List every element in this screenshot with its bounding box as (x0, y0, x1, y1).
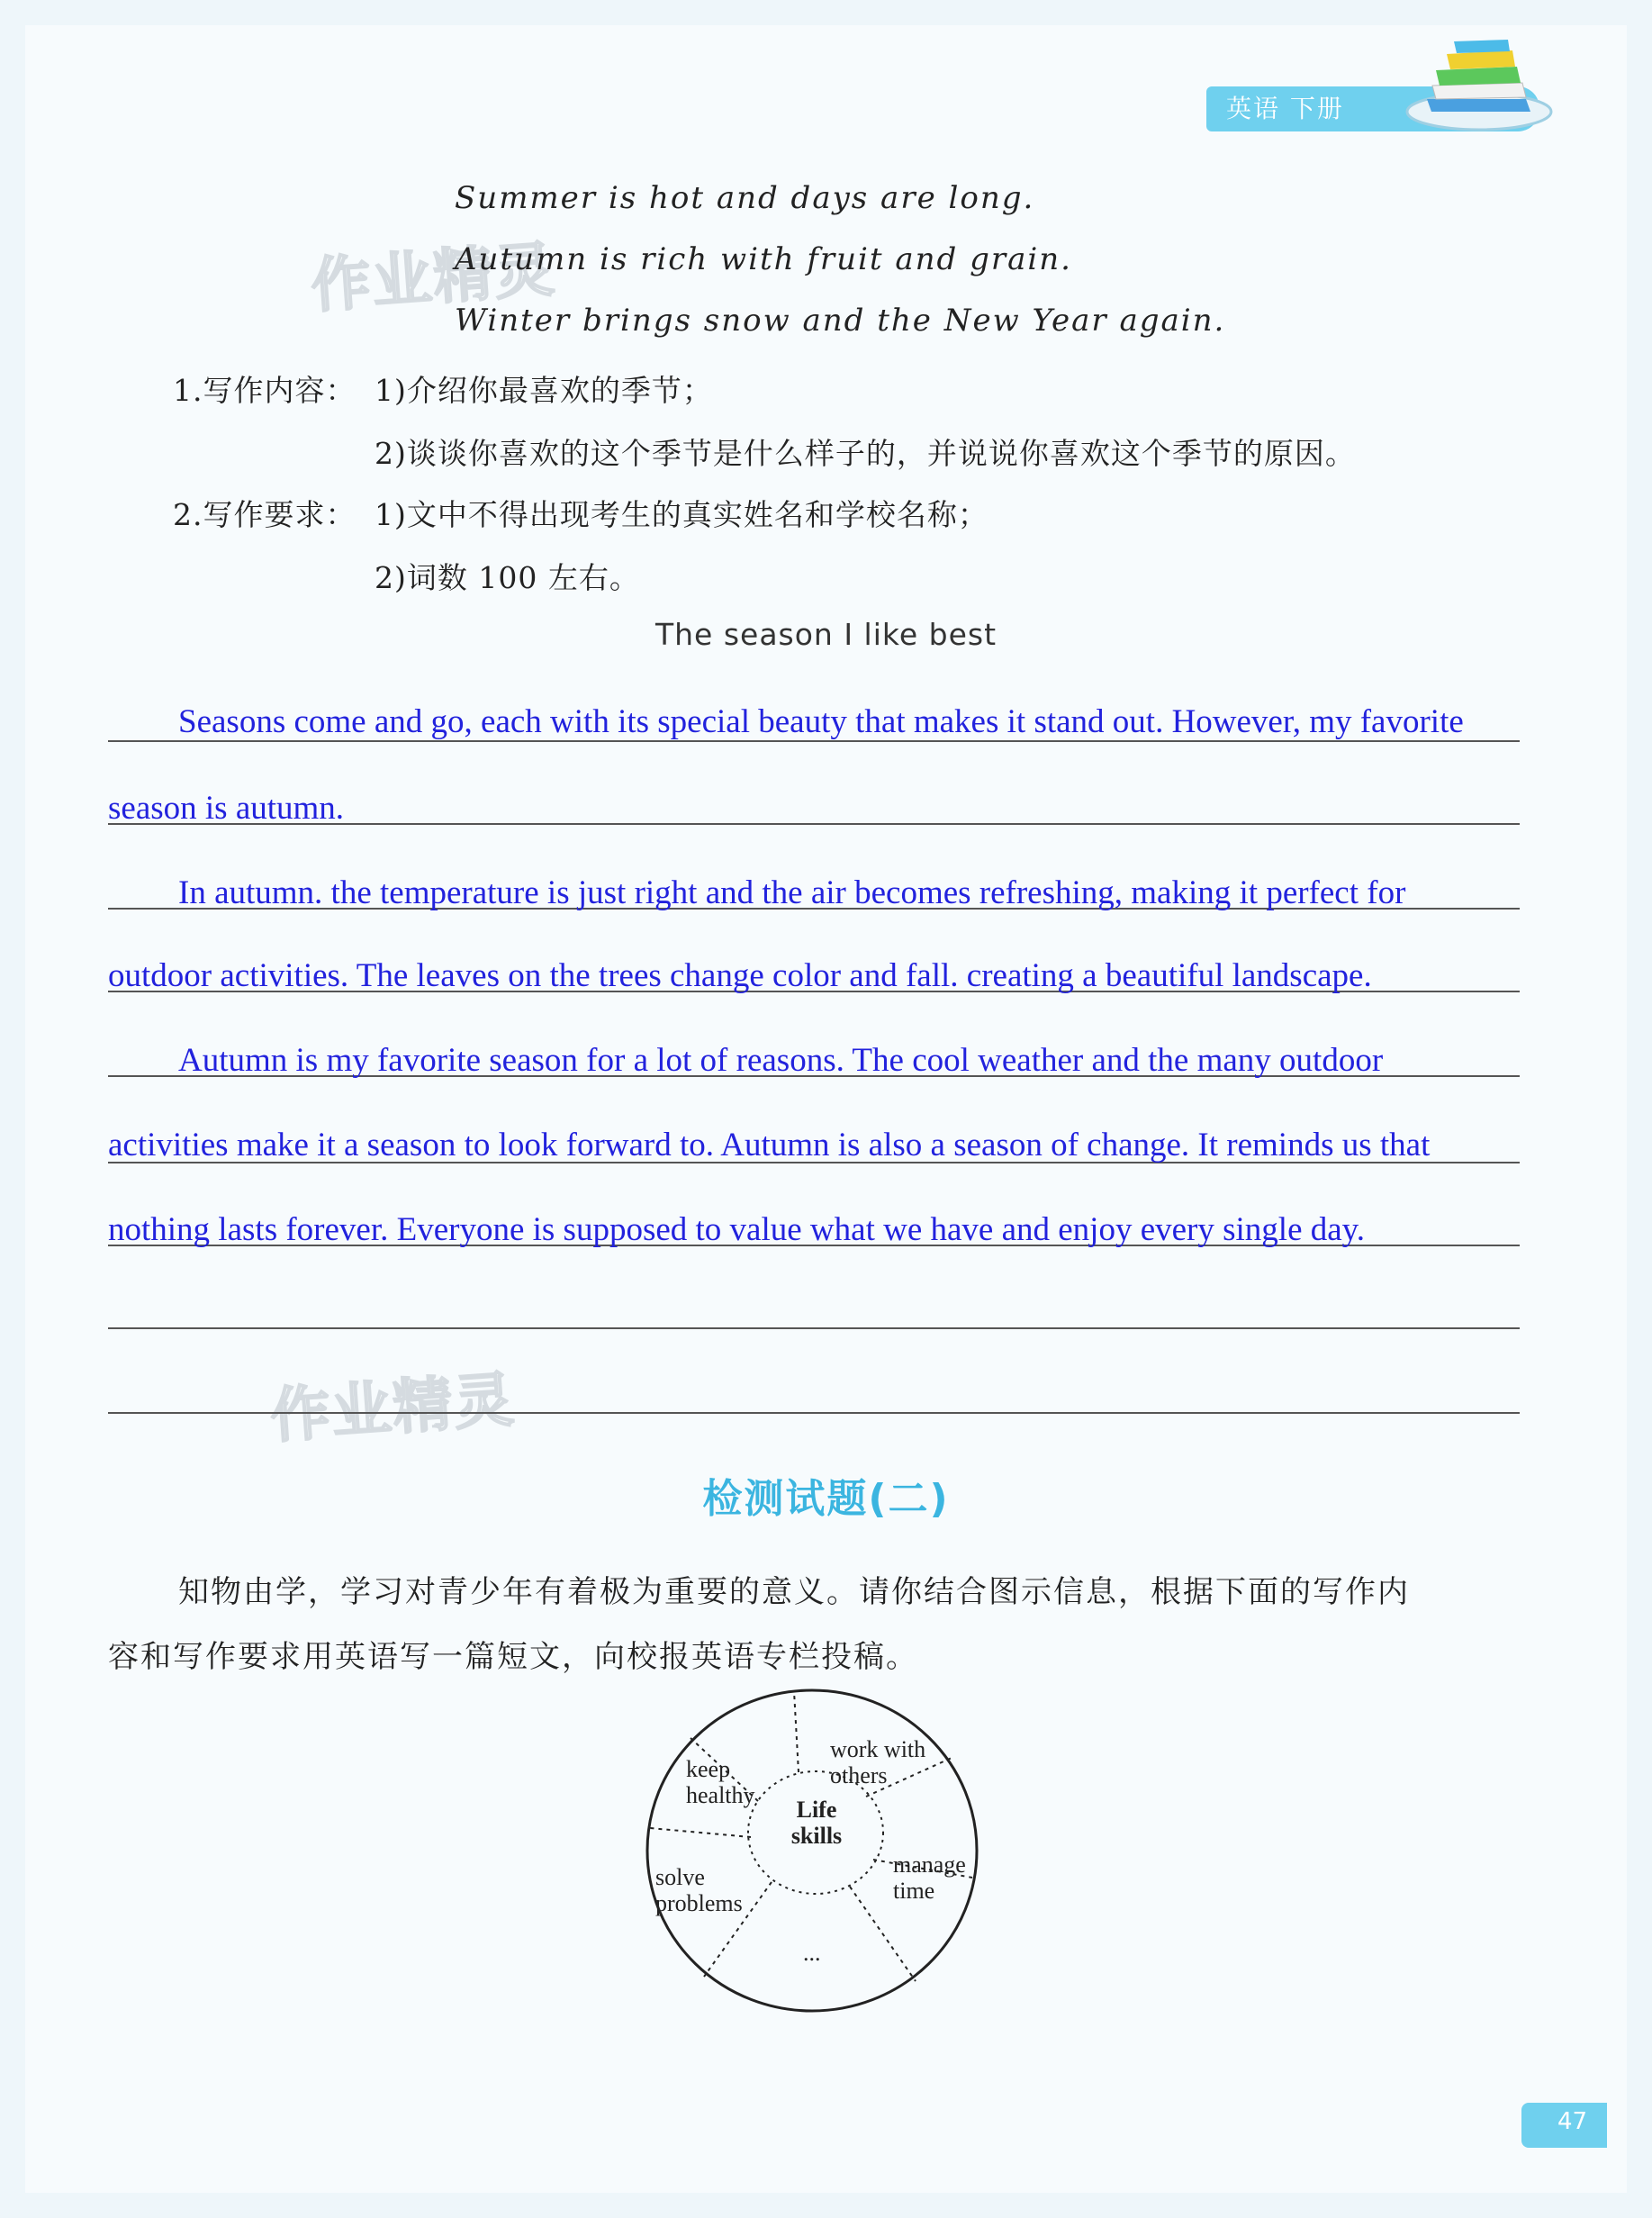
essay-line: In autumn. the temperature is just right and the air becomes refreshing, making it perfect for (178, 874, 1406, 911)
rules-item-1: 1)文中不得出现考生的真实姓名和学校名称； (375, 497, 988, 532)
writing-line (108, 1412, 1520, 1414)
solve-problems-label: solve problems (655, 1864, 743, 1916)
center-label: Life skills (790, 1797, 843, 1849)
essay-line: nothing lasts forever. Everyone is supposed to value what we have and enjoy every single day. (108, 1211, 1366, 1248)
content-label: 1.写作内容： (173, 373, 357, 408)
instructions-line-2: 容和写作要求用英语写一篇短文，向校报英语专栏投稿。 (108, 1639, 918, 1675)
content-item-2: 2)谈谈你喜欢的这个季节是什么样子的，并说说你喜欢这个季节的原因。 (375, 436, 1356, 471)
books-stack-icon (1400, 36, 1553, 135)
poem-line: Winter brings snow and the New Year again. (455, 303, 1226, 339)
essay-line: activities make it a season to look forward to. Autumn is also a season of change. It reminds us that (108, 1127, 1431, 1163)
essay-line: season is autumn. (108, 790, 345, 827)
rules-label: 2.写作要求： (173, 497, 357, 532)
poem-line: Autumn is rich with fruit and grain. (455, 241, 1072, 277)
more-label: ... (803, 1940, 821, 1966)
essay-line: Autumn is my favorite season for a lot of reasons. The cool weather and the many outdoor (178, 1042, 1384, 1079)
writing-line (108, 1327, 1520, 1329)
content-item-1: 1)介绍你最喜欢的季节； (375, 373, 713, 408)
manage-time-label: manage time (893, 1851, 966, 1904)
watermark: 作业精灵 (309, 234, 558, 321)
poem-line: Summer is hot and days are long. (455, 180, 1035, 216)
keep-healthy-label: keep healthy (686, 1756, 755, 1808)
essay-line: outdoor activities. The leaves on the trees change color and fall. creating a beautiful landscape. (108, 957, 1372, 994)
life-skills-diagram (641, 1684, 983, 2017)
work-with-others-label: work with others (830, 1736, 926, 1788)
watermark: 作业精灵 (268, 1364, 518, 1452)
page-number: 47 (1557, 2108, 1588, 2135)
header-label: 英语 下册 (1226, 94, 1344, 123)
instructions-line-1: 知物由学，学习对青少年有着极为重要的意义。请你结合图示信息，根据下面的写作内 (178, 1574, 1410, 1610)
section-title: 检测试题(二) (702, 1476, 950, 1522)
essay-title: The season I like best (654, 617, 998, 652)
rules-item-2: 2)词数 100 左右。 (375, 560, 640, 595)
essay-line: Seasons come and go, each with its special beauty that makes it stand out. However, my favorite (178, 703, 1464, 740)
diagram-circle (641, 1684, 983, 2017)
